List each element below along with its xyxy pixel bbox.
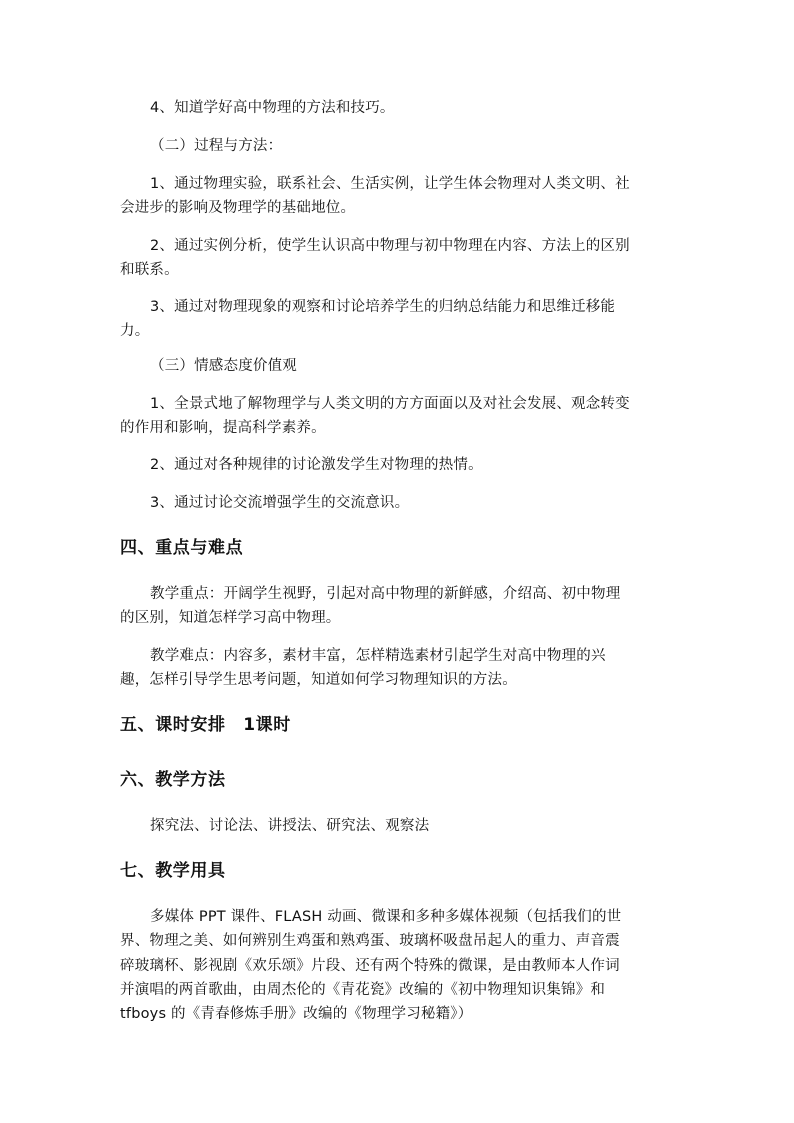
process-item-2-line-1: 2、通过实例分析，使学生认识高中物理与初中物理在内容、方法上的区别 — [150, 238, 630, 254]
section-7-heading: 七、教学用具 — [120, 861, 226, 881]
objective-item-4: 4、知道学好高中物理的方法和技巧。 — [150, 100, 395, 116]
emotion-item-1-line-2: 的作用和影响，提高科学素养。 — [120, 420, 326, 436]
teaching-tools-line-3: 碎玻璃杯、影视剧《欢乐颂》片段、还有两个特殊的微课，是由教师本人作词 — [120, 958, 620, 974]
teaching-tools-line-5: tfboys 的《青春修炼手册》改编的《物理学习秘籍》） — [120, 1006, 473, 1022]
process-item-1-line-1: 1、通过物理实验，联系社会、生活实例，让学生体会物理对人类文明、社 — [150, 176, 630, 192]
teaching-methods-list: 探究法、讨论法、讲授法、研究法、观察法 — [150, 818, 430, 834]
teaching-difficulty-line-2: 趣，怎样引导学生思考问题，知道如何学习物理知识的方法。 — [120, 672, 517, 688]
section-4-heading: 四、重点与难点 — [120, 538, 244, 558]
teaching-focus-line-2: 的区别，知道怎样学习高中物理。 — [120, 610, 341, 626]
section-5-heading: 五、课时安排 1课时 — [120, 715, 291, 735]
process-item-1-line-2: 会进步的影响及物理学的基础地位。 — [120, 200, 356, 216]
section-6-heading: 六、教学方法 — [120, 770, 226, 790]
teaching-tools-line-4: 并演唱的两首歌曲，由周杰伦的《青花瓷》改编的《初中物理知识集锦》和 — [120, 982, 606, 998]
process-item-2-line-2: 和联系。 — [120, 262, 179, 278]
emotion-item-3: 3、通过讨论交流增强学生的交流意识。 — [150, 495, 410, 511]
teaching-difficulty-line-1: 教学难点：内容多，素材丰富，怎样精选素材引起学生对高中物理的兴 — [150, 648, 606, 664]
teaching-tools-line-2: 界、物理之美、如何辨别生鸡蛋和熟鸡蛋、玻璃杯吸盘吊起人的重力、声音震 — [120, 933, 620, 949]
emotion-item-2: 2、通过对各种规律的讨论激发学生对物理的热情。 — [150, 457, 483, 473]
process-method-title: （二）过程与方法： — [150, 138, 283, 154]
process-item-3-line-2: 力。 — [120, 323, 150, 339]
teaching-focus-line-1: 教学重点：开阔学生视野，引起对高中物理的新鲜感，介绍高、初中物理 — [150, 586, 621, 602]
emotion-item-1-line-1: 1、全景式地了解物理学与人类文明的方方面面以及对社会发展、观念转变 — [150, 396, 630, 412]
process-item-3-line-1: 3、通过对物理现象的观察和讨论培养学生的归纳总结能力和思维迁移能 — [150, 299, 616, 315]
emotion-attitude-title: （三）情感态度价值观 — [150, 358, 297, 374]
teaching-tools-line-1: 多媒体 PPT 课件、FLASH 动画、微课和多种多媒体视频（包括我们的世 — [150, 909, 622, 925]
